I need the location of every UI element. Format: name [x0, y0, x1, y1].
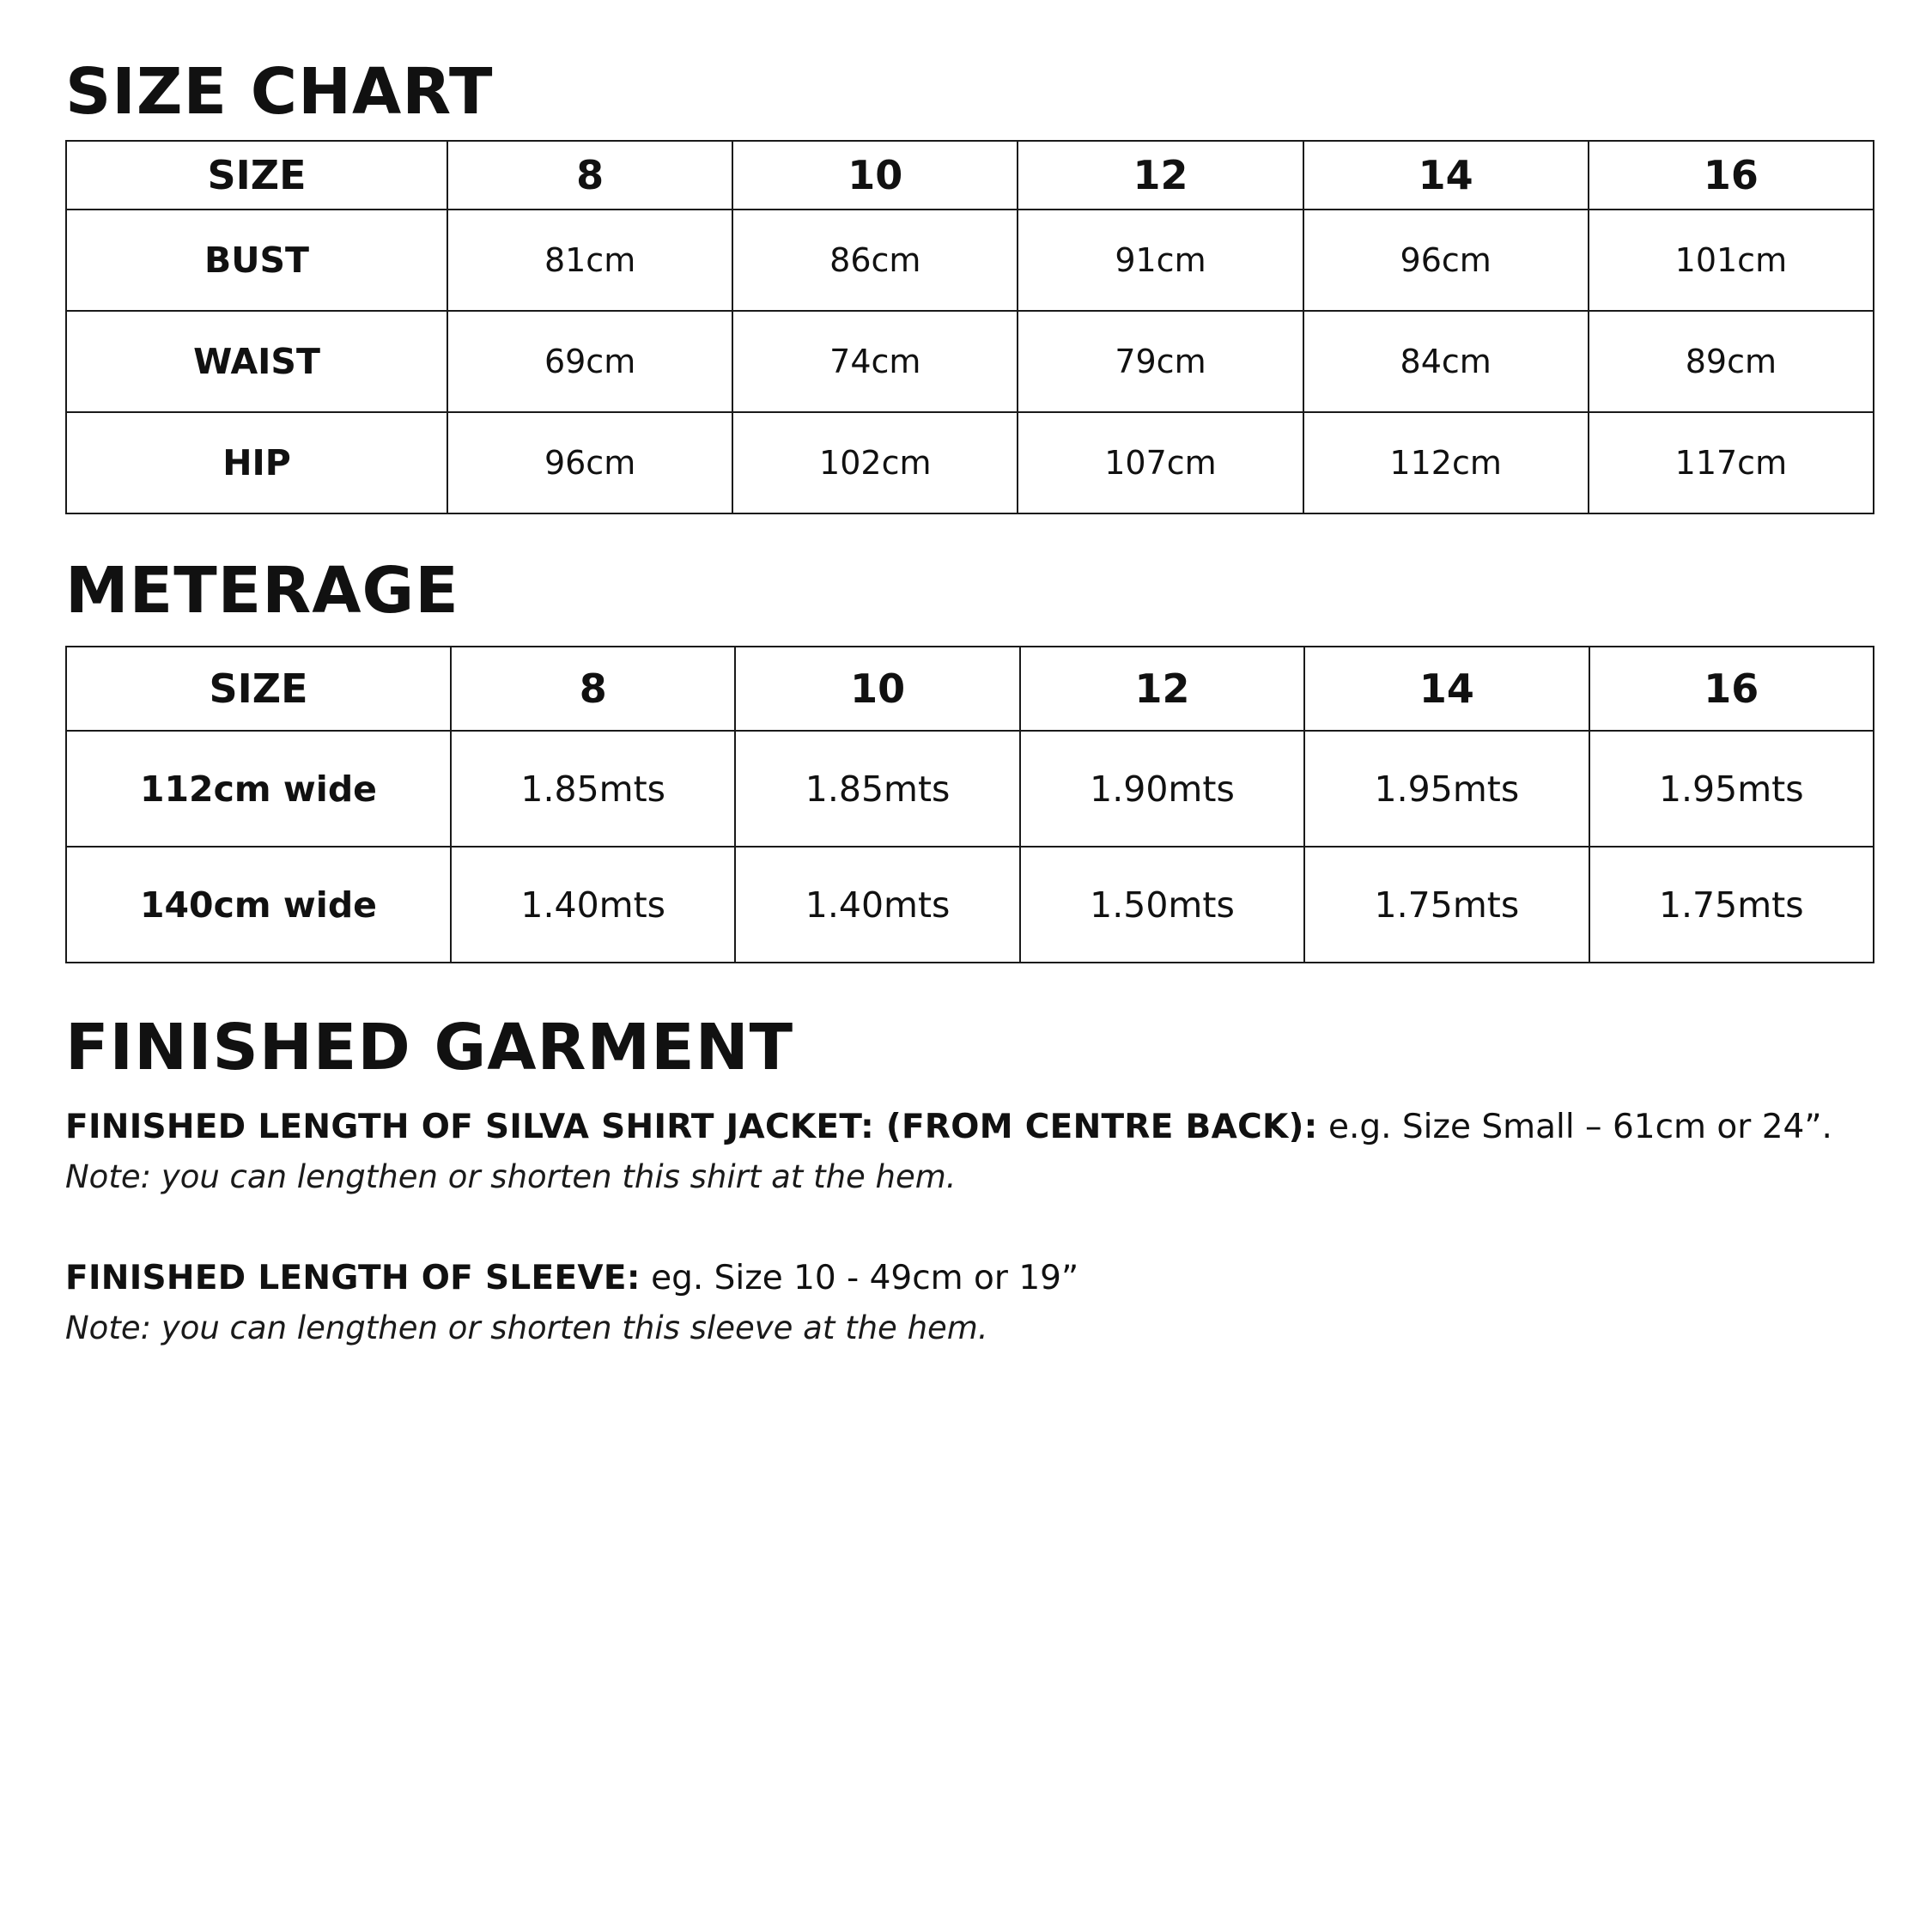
table-cell: 101cm [1589, 210, 1874, 311]
row-label: BUST [66, 210, 447, 311]
column-header: 8 [447, 141, 732, 210]
table-cell: 69cm [447, 311, 732, 412]
table-header-row [66, 647, 1874, 731]
table-cell: 1.75mts [1589, 847, 1874, 963]
column-header: 16 [1589, 141, 1874, 210]
table-cell: 1.90mts [1020, 731, 1304, 847]
column-header: SIZE [66, 141, 447, 210]
table-cell: 1.95mts [1304, 731, 1589, 847]
meterage-title: METERAGE [65, 554, 459, 628]
column-header: 12 [1018, 141, 1303, 210]
table-cell: 89cm [1589, 311, 1874, 412]
jacket-length-note: Note: you can lengthen or shorten this shirt at the hem. [65, 1158, 957, 1195]
row-label: WAIST [66, 311, 447, 412]
column-header: SIZE [66, 647, 451, 731]
column-header: 10 [735, 647, 1019, 731]
table-cell: 96cm [447, 412, 732, 513]
jacket-length-value: e.g. Size Small – 61cm or 24”. [1317, 1108, 1832, 1146]
size-chart-table [65, 140, 1874, 514]
table-cell: 91cm [1018, 210, 1303, 311]
column-header: 14 [1303, 141, 1589, 210]
sleeve-length-label: FINISHED LENGTH OF SLEEVE: [65, 1259, 641, 1297]
table-cell: 1.40mts [735, 847, 1019, 963]
column-header: 16 [1589, 647, 1874, 731]
table-cell: 1.40mts [451, 847, 735, 963]
row-label: HIP [66, 412, 447, 513]
table-cell: 1.85mts [451, 731, 735, 847]
size-chart-title: SIZE CHART [65, 55, 494, 129]
sleeve-length-line [65, 1259, 1078, 1297]
row-label: 112cm wide [66, 731, 451, 847]
row-label: 140cm wide [66, 847, 451, 963]
table-cell: 86cm [732, 210, 1018, 311]
table-cell: 96cm [1303, 210, 1589, 311]
table-cell: 1.50mts [1020, 847, 1304, 963]
table-cell: 84cm [1303, 311, 1589, 412]
table-row [66, 412, 1874, 513]
sleeve-length-note: Note: you can lengthen or shorten this sleeve at the hem. [65, 1309, 988, 1346]
sleeve-length-value: eg. Size 10 - 49cm or 19” [640, 1259, 1079, 1297]
table-cell: 1.85mts [735, 731, 1019, 847]
table-cell: 81cm [447, 210, 732, 311]
table-cell: 117cm [1589, 412, 1874, 513]
column-header: 8 [451, 647, 735, 731]
column-header: 14 [1304, 647, 1589, 731]
table-cell: 74cm [732, 311, 1018, 412]
table-cell: 79cm [1018, 311, 1303, 412]
table-row [66, 311, 1874, 412]
table-cell: 1.95mts [1589, 731, 1874, 847]
table-row [66, 210, 1874, 311]
table-cell: 107cm [1018, 412, 1303, 513]
table-header-row [66, 141, 1874, 210]
finished-garment-title: FINISHED GARMENT [65, 1011, 794, 1084]
jacket-length-line [65, 1108, 1832, 1146]
column-header: 12 [1020, 647, 1304, 731]
table-cell: 112cm [1303, 412, 1589, 513]
table-cell: 1.75mts [1304, 847, 1589, 963]
meterage-table [65, 646, 1874, 963]
table-row [66, 847, 1874, 963]
column-header: 10 [732, 141, 1018, 210]
table-row [66, 731, 1874, 847]
table-cell: 102cm [732, 412, 1018, 513]
jacket-length-label: FINISHED LENGTH OF SILVA SHIRT JACKET: (FROM CENTRE BACK): [65, 1108, 1318, 1146]
